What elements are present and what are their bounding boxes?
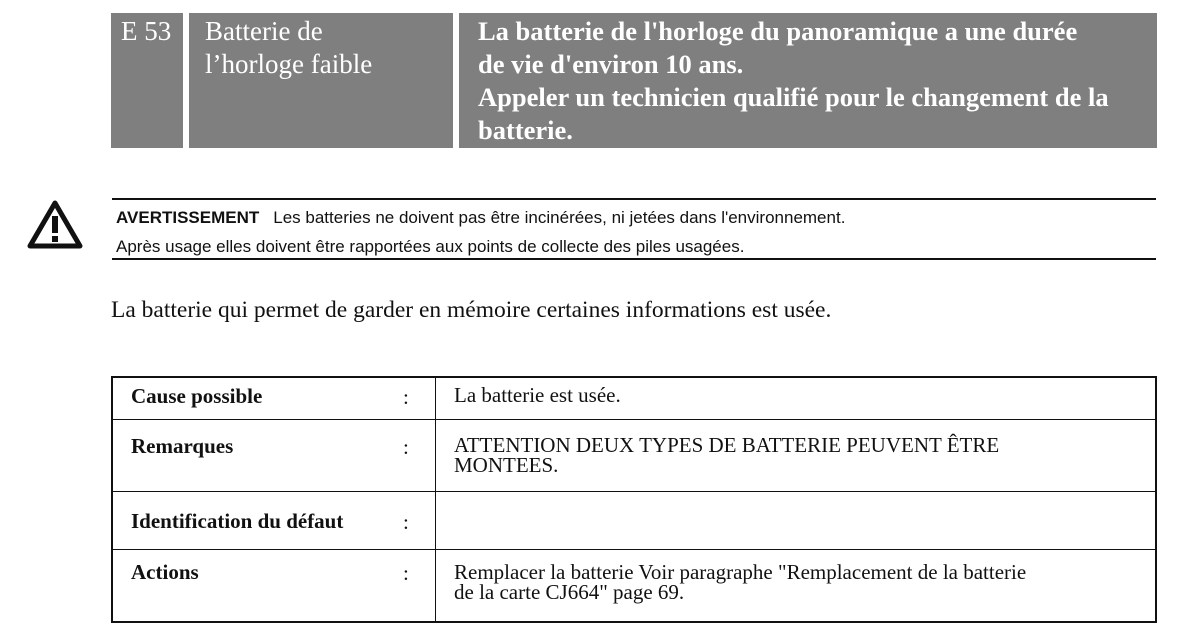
- row-value: [454, 385, 1144, 405]
- warning-triangle-icon: [26, 199, 84, 251]
- row-label: Cause possible: [131, 384, 263, 408]
- error-title: [189, 13, 453, 148]
- warning-title: AVERTISSEMENT: [116, 208, 260, 227]
- column-separator: [435, 550, 436, 621]
- row-value-line: La batterie est usée.: [454, 383, 621, 407]
- error-description-line: La batterie de l'horloge du panoramique a une durée: [478, 16, 1078, 46]
- row-colon: :: [403, 435, 409, 459]
- row-value: [454, 562, 1144, 602]
- error-description-line: de vie d'environ 10 ans.: [478, 49, 744, 79]
- table-row: [113, 419, 1155, 491]
- error-title-line: Batterie de: [205, 16, 323, 46]
- row-label: Actions: [131, 560, 199, 584]
- row-label: Identification du défaut: [131, 509, 344, 533]
- row-value-line: ATTENTION DEUX TYPES DE BATTERIE PEUVENT ÊTRE: [454, 433, 1000, 457]
- error-title-line: l’horloge faible: [205, 49, 373, 79]
- row-value-line: Remplacer la batterie Voir paragraphe "Remplacement de la batterie: [454, 560, 1027, 584]
- column-separator: [435, 378, 436, 419]
- row-value-line: MONTEES.: [454, 453, 559, 477]
- table-row: [113, 491, 1155, 549]
- row-label: Remarques: [131, 434, 234, 458]
- warning-text-1: Les batteries ne doivent pas être incinérées, ni jetées dans l'environnement.: [273, 208, 846, 227]
- row-value-line: de la carte CJ664" page 69.: [454, 580, 685, 604]
- error-description-line: batterie.: [478, 115, 573, 145]
- error-code-text: E 53: [121, 16, 172, 46]
- table-row: [113, 378, 1155, 419]
- warning-box: [112, 198, 1156, 260]
- row-colon: :: [403, 510, 409, 534]
- column-separator: [435, 492, 436, 549]
- row-colon: :: [403, 385, 409, 409]
- error-code: [111, 13, 183, 148]
- error-description-line: Appeler un technicien qualifié pour le changement de la: [478, 82, 1109, 112]
- error-description: [459, 13, 1157, 148]
- warning-line-1: [116, 208, 845, 228]
- table-row: [113, 549, 1155, 621]
- info-table: [111, 376, 1157, 623]
- warning-text-2: Après usage elles doivent être rapportées aux points de collecte des piles usagées.: [116, 237, 745, 256]
- intro-sentence: La batterie qui permet de garder en mémoire certaines informations est usée.: [111, 297, 832, 323]
- row-value: [454, 435, 1144, 475]
- row-colon: :: [403, 561, 409, 585]
- column-separator: [435, 420, 436, 491]
